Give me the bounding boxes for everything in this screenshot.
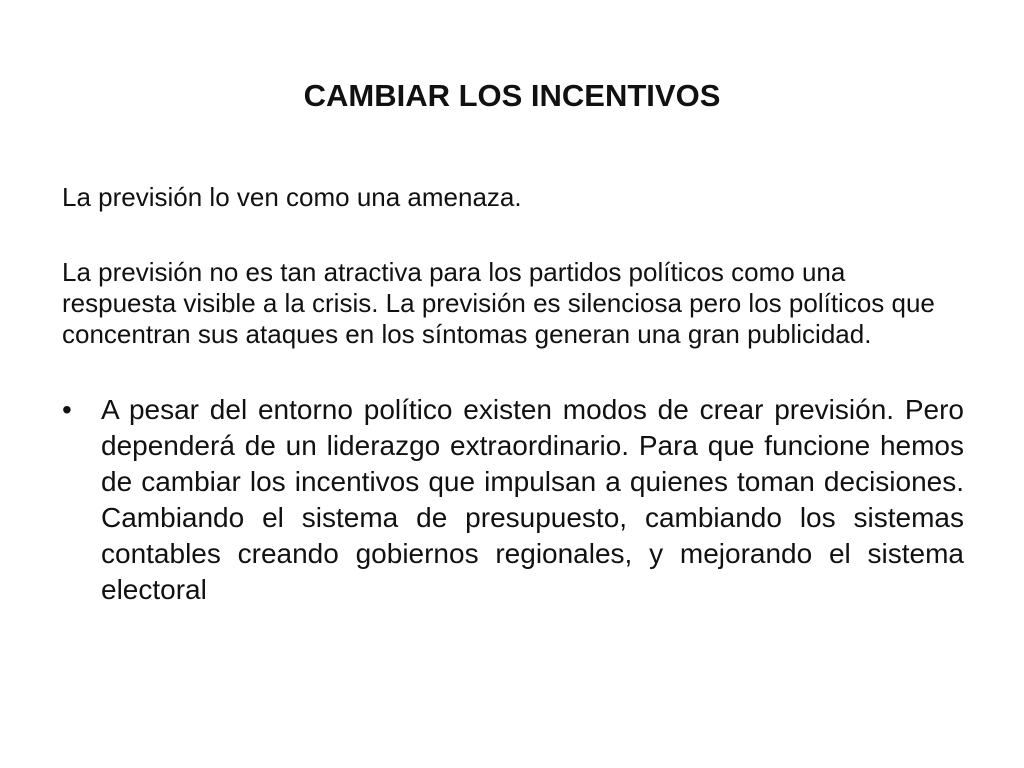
paragraph-threat: La previsión lo ven como una amenaza.	[62, 182, 522, 212]
slide-title: CAMBIAR LOS INCENTIVOS	[303, 78, 721, 113]
bullet-icon: •	[62, 394, 72, 425]
bullet-text: A pesar del entorno político existen modos de crear previsión. Pero dependerá de un liderazgo extraordinario. Para que funcione hemos de cambiar los incentivos que impulsan a quienes toman decisiones. Cambiando el sistema de presupuesto, cambiando los sistemas contables creando gobiernos regionales, y mejorando el sistema electoral	[101, 394, 964, 605]
paragraph-political-appeal: La previsión no es tan atractiva para los partidos políticos como una respuesta visible a la crisis. La previsión es silenciosa pero los políticos que concentran sus ataques en los síntomas generan una gran publicidad.	[62, 257, 935, 349]
